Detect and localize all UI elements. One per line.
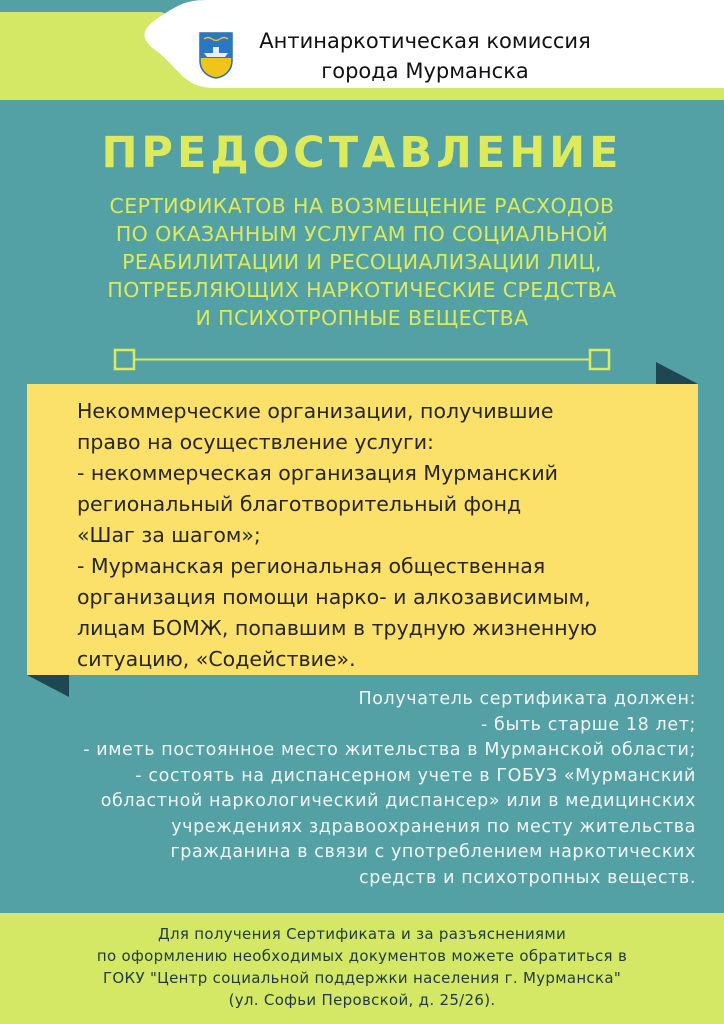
ribbon-fold-top <box>656 362 698 384</box>
organizations-line: - некоммерческая организация Мурманский <box>77 461 558 485</box>
requirements-line: Получатель сертификата должен: <box>358 689 696 709</box>
murmansk-coat-of-arms-icon <box>198 31 234 79</box>
recipient-requirements <box>6 687 696 891</box>
organizations-line: ситуацию, «Содействие». <box>77 647 356 671</box>
subtitle-line: РЕАБИЛИТАЦИИ И РЕСОЦИАЛИЗАЦИИ ЛИЦ, <box>122 250 602 274</box>
commission-name-line: города Мурманска <box>321 59 529 83</box>
subtitle-line: И ПСИХОТРОПНЫЕ ВЕЩЕСТВА <box>195 306 529 330</box>
page-title: ПРЕДОСТАВЛЕНИЕ <box>101 128 623 178</box>
organizations-line: Некоммерческие организации, получившие <box>77 399 554 423</box>
commission-name-line: Антинаркотическая комиссия <box>259 29 591 53</box>
contact-line: Для получения Сертификата и за разъяснениями <box>157 925 567 943</box>
requirements-line: гражданина в связи с употреблением наркотических <box>170 842 696 862</box>
organizations-text <box>77 396 677 675</box>
page-subtitle <box>50 192 674 332</box>
organizations-line: «Шаг за шагом»; <box>77 523 261 547</box>
requirements-line: учреждениях здравоохранения по месту жительства <box>171 816 696 837</box>
organizations-panel <box>27 384 698 675</box>
contact-info <box>20 923 704 1011</box>
requirements-line: - быть старше 18 лет; <box>480 714 696 735</box>
requirements-line: - иметь постоянное место жительства в Мурманской области; <box>83 740 696 760</box>
organizations-line: лицам БОМЖ, попавшим в трудную жизненную <box>77 616 598 640</box>
commission-name <box>250 26 600 86</box>
contact-address: (ул. Софьи Перовской, д. 25/26). <box>228 991 496 1009</box>
requirements-line: средств и психотропных веществ. <box>359 867 696 888</box>
subtitle-line: СЕРТИФИКАТОВ НА ВОЗМЕЩЕНИЕ РАСХОДОВ <box>109 194 615 218</box>
contact-line: ГОКУ "Центр социальной поддержки населения г. Мурманска" <box>102 969 622 987</box>
subtitle-line: ПОТРЕБЛЯЮЩИХ НАРКОТИЧЕСКИЕ СРЕДСТВА <box>107 278 617 302</box>
contact-line: по оформлению необходимых документов можете обратиться в <box>96 947 628 965</box>
requirements-line: областной наркологический диспансер» или в медицинских <box>100 791 696 811</box>
organizations-line: - Мурманская региональная общественная <box>77 554 546 578</box>
organizations-line: организация помощи нарко- и алкозависимым, <box>77 585 591 609</box>
subtitle-line: ПО ОКАЗАННЫМ УСЛУГАМ ПО СОЦИАЛЬНОЙ <box>115 222 609 246</box>
requirements-line: - состоять на диспансерном учете в ГОБУЗ «Мурманский <box>135 765 696 786</box>
decorative-divider <box>113 347 613 373</box>
organizations-line: право на осуществление услуги: <box>77 430 434 454</box>
organizations-line: региональный благотворительный фонд <box>77 492 522 516</box>
contact-footer <box>0 913 724 1024</box>
